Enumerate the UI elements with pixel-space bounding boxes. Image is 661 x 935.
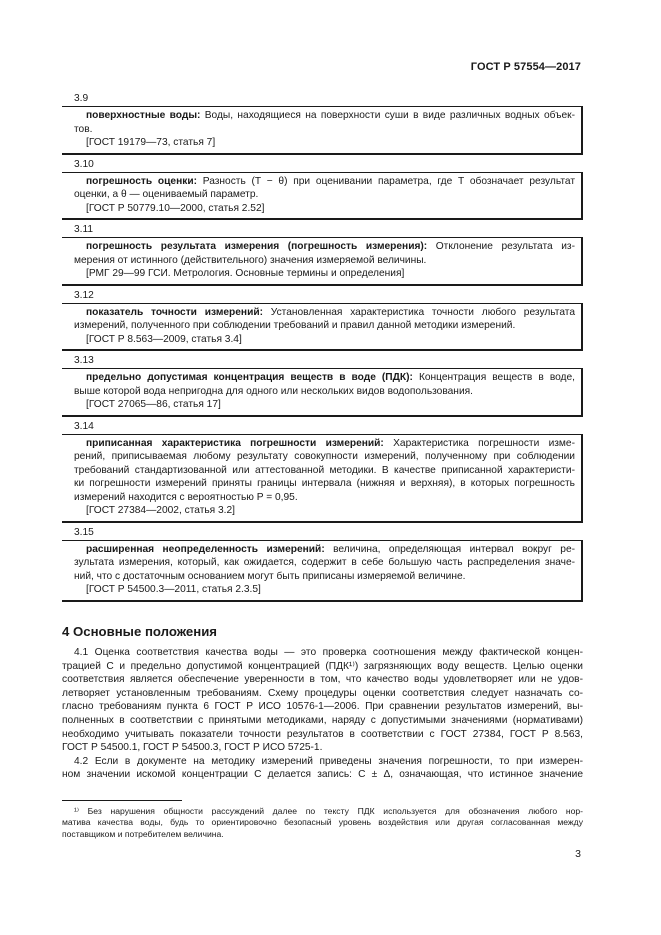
term-reference: [РМГ 29—99 ГСИ. Метрология. Основные термины и определения] bbox=[86, 268, 405, 279]
term-def-line: ний, что с достаточным основанием могут быть приписаны измеряемой величине. bbox=[74, 570, 466, 582]
text-line: гласно требованиям пункта 6 ГОСТ Р ИСО 10576-1—2006. При сравнении результатов измерений, вы- bbox=[62, 701, 583, 713]
term-name: показатель точности измерений: bbox=[86, 306, 263, 318]
term-name: расширенная неопределенность измерений: bbox=[86, 543, 325, 555]
footnote-line: ¹⁾ Без нарушения общности рассуждений далее по тексту ПДК используется для обозначения любого нор- bbox=[74, 806, 583, 816]
term-entry bbox=[62, 172, 583, 221]
term-entry bbox=[62, 303, 583, 352]
paragraph-4-1 bbox=[62, 646, 583, 755]
term-def-line: ки погрешности измерений приняты границы интервала (нижняя и верхняя), в которых погрешность bbox=[74, 478, 575, 489]
term-def-line: оценки, а θ — оцениваемый параметр. bbox=[74, 189, 259, 200]
term-reference: [ГОСТ 27384—2002, статья 3.2] bbox=[86, 505, 236, 516]
term-def-line: тов. bbox=[74, 123, 93, 135]
term-def-line: Характеристика погрешности изме- bbox=[383, 437, 575, 449]
term-def-line: зультата измерения, который, как ожидается, содержит в себе большую часть распределения значе- bbox=[74, 557, 575, 568]
term-entry bbox=[62, 237, 583, 286]
term-def-line: Концентрация веществ в воде, bbox=[412, 372, 575, 383]
term-reference: [ГОСТ 27065—86, статья 17] bbox=[86, 399, 221, 410]
term-number: 3.12 bbox=[74, 289, 94, 301]
term-def-line: выше которой вода непригодна для одного или нескольких видов водопользования. bbox=[74, 385, 473, 397]
term-number: 3.13 bbox=[74, 355, 94, 366]
term-entry bbox=[62, 368, 583, 417]
text-line: 4.2 Если в документе на методику измерений приведены значения погрешности, то при измерен- bbox=[74, 755, 583, 767]
text-line: соответствия является обеспечение уверенности в том, что качество воды удовлетворяет или не удов- bbox=[62, 674, 583, 686]
term-reference: [ГОСТ Р 50779.10—2000, статья 2.52] bbox=[86, 202, 265, 214]
term-name: погрешность оценки: bbox=[86, 175, 197, 187]
text-line: ГОСТ Р 54500.1, ГОСТ Р 54500.3, ГОСТ Р ИСО 5725-1. bbox=[62, 742, 323, 754]
footnote-line: поставщиком и потребителем величина. bbox=[62, 828, 224, 839]
text-line: необходимо учитывать показатели точности результатов в соответствии с ГОСТ 27384, ГОСТ Р 8.563, bbox=[62, 728, 583, 740]
term-number: 3.15 bbox=[74, 526, 94, 538]
footnote bbox=[62, 806, 583, 840]
term-number: 3.9 bbox=[74, 93, 89, 104]
terms-list bbox=[62, 92, 583, 605]
paragraph-4-2 bbox=[62, 755, 583, 782]
term-def-line: Разность (T − θ) при оценивании параметра, где T обозначает результат bbox=[196, 175, 575, 187]
term-reference: [ГОСТ 19179—73, статья 7] bbox=[86, 137, 216, 148]
term-name: погрешность результата измерения (погрешность измерения): bbox=[86, 241, 428, 252]
term-def-line: Установленная характеристика точности любого результата bbox=[262, 306, 575, 318]
text-line: 4.1 Оценка соответствия качества воды — это проверка соотношения между фактической концен- bbox=[74, 647, 583, 658]
term-def-line: измерений, полученного при соблюдении требований и правил данной методики измерений. bbox=[74, 320, 516, 331]
text-line: полненных в соответствии с принятыми методиками, наряду с допустимыми значениями (нормативами) bbox=[62, 714, 583, 726]
document-header: ГОСТ Р 57554—2017 bbox=[470, 61, 581, 73]
text-line: трацией C и предельно допустимой концентрацией (ПДК¹⁾) загрязняющих воду веществ. Целью оценки bbox=[62, 660, 583, 672]
footnote-divider bbox=[62, 800, 182, 801]
text-line: ном значении искомой концентрации C делается запись: C ± Δ, означающая, что истинное значение bbox=[62, 769, 583, 781]
term-number: 3.11 bbox=[74, 224, 94, 235]
page-number: 3 bbox=[575, 848, 581, 860]
term-def-line: требований стандартизованной или аттестованной методики. В качестве приписанной характеристи- bbox=[74, 464, 575, 476]
footnote-line: матива качества воды, будь то ориентировочно безопасный уровень воздействия или другая согласованная между bbox=[62, 817, 583, 828]
term-def-line: мерения от истинного (действительного) значения измеряемой величины. bbox=[74, 254, 427, 266]
text-line: летворяет установленным требованиям. Схему процедуры оценки соответствия следует назначать со- bbox=[62, 687, 583, 699]
term-entry bbox=[62, 540, 583, 602]
term-def-line: Воды, находящиеся на поверхности суши в виде различных водных объек- bbox=[200, 110, 575, 121]
term-number: 3.14 bbox=[74, 420, 94, 432]
term-number: 3.10 bbox=[74, 158, 94, 170]
term-name: приписанная характеристика погрешности измерений: bbox=[86, 437, 384, 449]
term-reference: [ГОСТ Р 8.563—2009, статья 3.4] bbox=[86, 333, 242, 345]
term-entry bbox=[62, 434, 583, 523]
term-def-line: измерений находится с вероятностью P = 0,95. bbox=[74, 491, 298, 503]
term-def-line: величина, определяющая интервал вокруг ре- bbox=[324, 543, 576, 555]
term-def-line: рений, приписываемая любому результату совокупности измерений, полученному при соблюдении bbox=[74, 451, 575, 462]
term-def-line: Отклонение результата из- bbox=[427, 241, 575, 252]
term-entry bbox=[62, 106, 583, 155]
term-reference: [ГОСТ Р 54500.3—2011, статья 2.3.5] bbox=[86, 584, 261, 595]
section-body bbox=[62, 646, 583, 782]
section-title: 4 Основные положения bbox=[62, 624, 217, 639]
term-name: поверхностные воды: bbox=[86, 110, 201, 121]
term-name: предельно допустимая концентрация веществ в воде (ПДК): bbox=[86, 372, 413, 383]
